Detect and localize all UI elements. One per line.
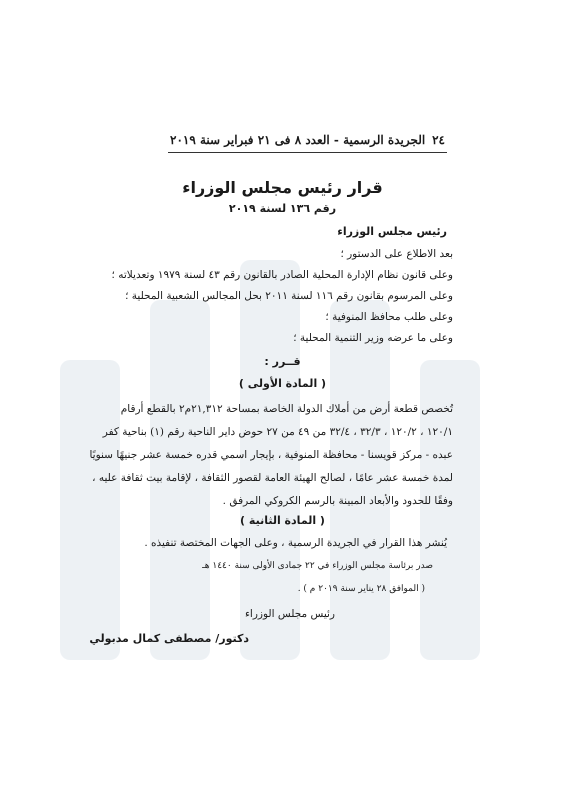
page-number: ٢٤: [432, 133, 445, 147]
article-2-body: يُنشر هذا القرار في الجريدة الرسمية ، وعلى الجهات المختصة تنفيذه .: [144, 537, 447, 549]
preamble-line: وعلى ما عرضه وزير التنمية المحلية ؛: [293, 332, 453, 344]
signatory-title: رئيس مجلس الوزراء: [244, 608, 335, 620]
preamble-line: وعلى قانون نظام الإدارة المحلية الصادر بالقانون رقم ٤٣ لسنة ١٩٧٩ وتعديلاته ؛: [111, 269, 453, 281]
decree-number: رقم ١٣٦ لسنة ٢٠١٩: [228, 202, 337, 215]
preamble-line: بعد الاطلاع على الدستور ؛: [340, 248, 453, 260]
preamble: [100, 244, 453, 349]
article-1-line: عبده - مركز قويسنا - محافظة المنوفية ، بإيجار اسمي قدره خمسة عشر جنيهًا سنويًا: [89, 449, 453, 461]
article-1-heading: ( المادة الأولى ): [238, 377, 327, 390]
article-1-line: وفقًا للحدود والأبعاد المبينة بالرسم الكروكي المرفق .: [222, 495, 453, 507]
preamble-line: وعلى طلب محافظ المنوفية ؛: [325, 311, 453, 323]
decree-issuer: رئيس مجلس الوزراء: [337, 225, 447, 238]
article-2-heading: ( المادة الثانية ): [240, 514, 325, 527]
decree-title: قرار رئيس مجلس الوزراء: [182, 178, 383, 197]
decided-heading: قــرر :: [264, 355, 301, 368]
article-1-body: [90, 398, 453, 513]
signatory-name: دكتور/ مصطفى كمال مدبولي: [89, 632, 249, 645]
issued-date-hijri: صدر برئاسة مجلس الوزراء في ٢٢ جمادى الأولى سنة ١٤٤٠ هـ: [202, 561, 433, 571]
article-1-line: ١٢٠/١ ، ١٢٠/٢ ، ٣٢/٣ ، ٣٢/٤ من ٤٩ من ٢٧ حوض داير الناحية رقم (١) بناحية كفر: [102, 426, 453, 438]
issued-date-gregorian: ( الموافق ٢٨ يناير سنة ٢٠١٩ م ) .: [297, 584, 425, 594]
header-divider: [168, 152, 447, 153]
preamble-line: وعلى المرسوم بقانون رقم ١١٦ لسنة ٢٠١١ بحل المجالس الشعبية المحلية ؛: [125, 290, 453, 302]
article-1-line: تُخصص قطعة أرض من أملاك الدولة الخاصة بمساحة ٢١,٣١٢م٢ بالقطع أرقام: [120, 403, 453, 415]
article-1-line: لمدة خمسة عشر عامًا ، لصالح الهيئة العامة لقصور الثقافة ، لإقامة بيت ثقافة عليه ،: [92, 472, 453, 484]
gazette-issue-line: الجريدة الرسمية - العدد ٨ فى ٢١ فبراير سنة ٢٠١٩: [170, 133, 426, 147]
gazette-header: [170, 133, 445, 147]
